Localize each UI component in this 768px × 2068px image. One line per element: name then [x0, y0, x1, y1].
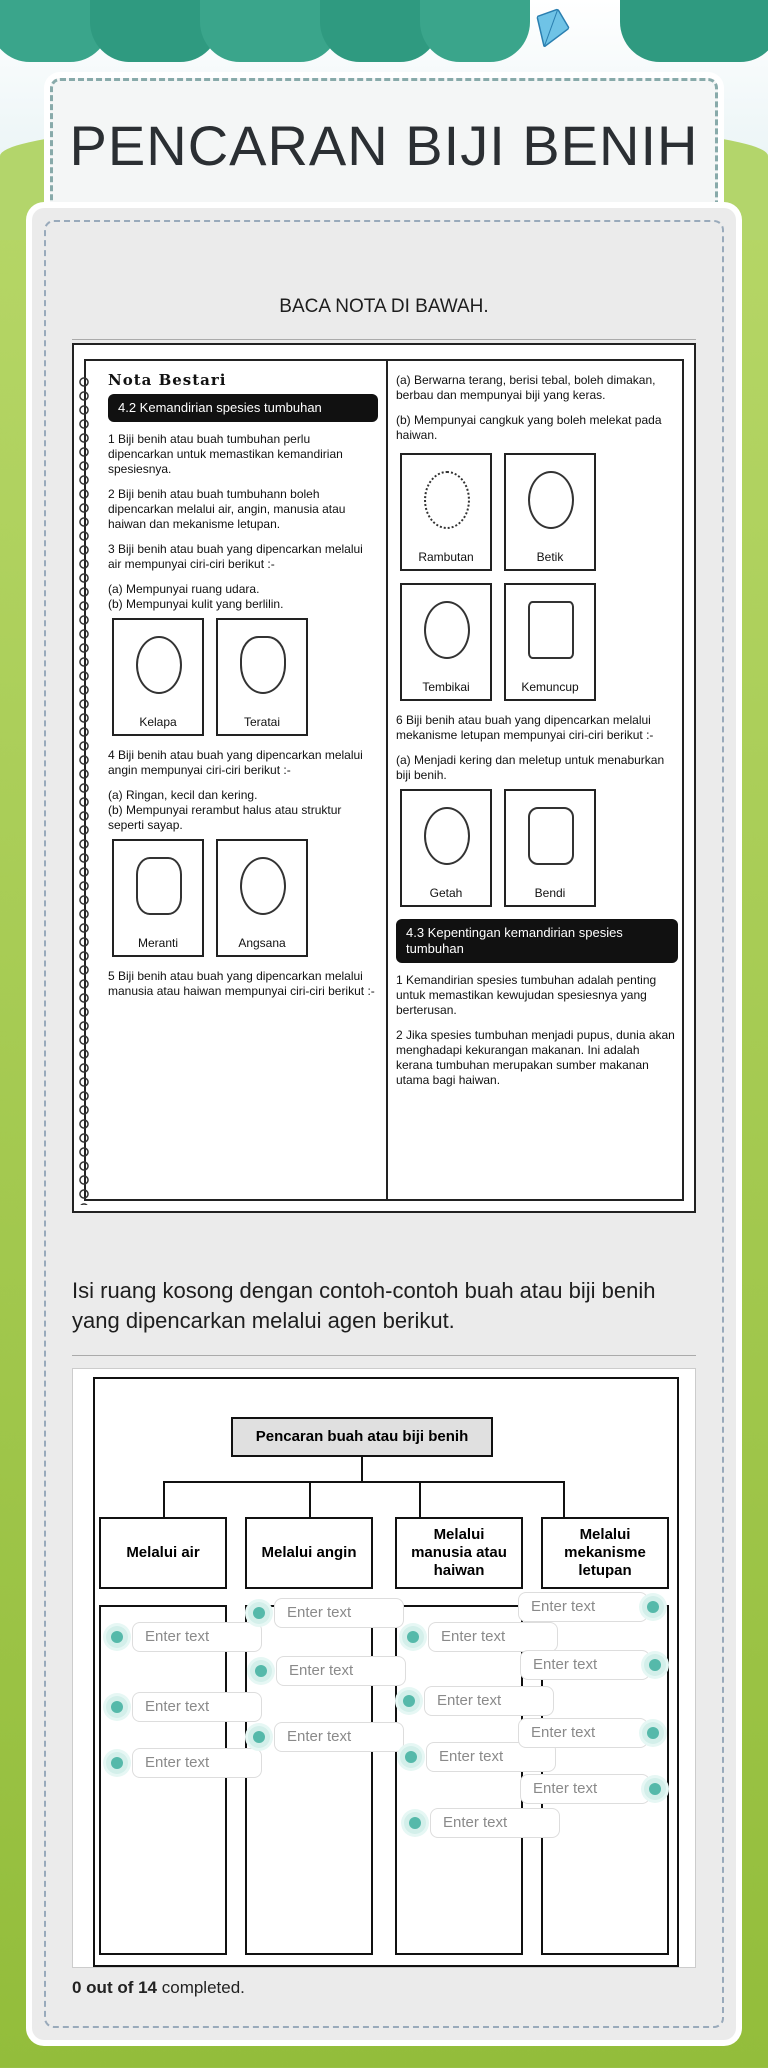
drag-handle-icon[interactable]: [400, 1746, 422, 1768]
category-air: Melalui air: [99, 1517, 227, 1589]
answer-input[interactable]: Enter text: [274, 1722, 404, 1752]
drag-handle-icon[interactable]: [106, 1626, 128, 1648]
drag-handle-icon[interactable]: [402, 1626, 424, 1648]
note-subpoint: (a) Menjadi kering dan meletup untuk menaburkan biji benih.: [396, 753, 665, 782]
drag-handle-icon[interactable]: [398, 1690, 420, 1712]
treeline-decoration: [0, 0, 768, 70]
drop-field[interactable]: [106, 1622, 262, 1652]
drop-field[interactable]: [106, 1692, 262, 1722]
answer-input[interactable]: Enter text: [518, 1718, 648, 1748]
drag-handle-icon[interactable]: [644, 1778, 666, 1800]
category-manusia-haiwan: Melalui manusia atau haiwan: [395, 1517, 523, 1589]
answer-input[interactable]: Enter text: [520, 1650, 650, 1680]
note-heading: Nota Bestari: [108, 371, 227, 389]
note-point: 1 Biji benih atau buah tumbuhan perlu dipencarkan untuk memastikan kemandirian spesiesnya.: [108, 432, 343, 476]
picture-kemuncup: Kemuncup: [504, 583, 596, 701]
answer-input[interactable]: Enter text: [424, 1686, 554, 1716]
instruction-fill-blanks: Isi ruang kosong dengan contoh-contoh buah atau biji benih yang dipencarkan melalui agen berikut.: [72, 1276, 696, 1356]
note-subpoint: (b) Mempunyai kulit yang berlilin.: [108, 597, 284, 611]
note-subpoint: (b) Mempunyai cangkuk yang boleh melekat pada haiwan.: [396, 413, 662, 442]
note-sheet: [72, 343, 696, 1213]
drop-field[interactable]: [520, 1650, 666, 1680]
picture-kelapa: Kelapa: [112, 618, 204, 736]
drag-handle-icon[interactable]: [642, 1722, 664, 1744]
picture-teratai: Teratai: [216, 618, 308, 736]
answer-input[interactable]: Enter text: [132, 1748, 262, 1778]
note-subpoint: (a) Mempunyai ruang udara.: [108, 582, 260, 596]
drag-handle-icon[interactable]: [642, 1596, 664, 1618]
note-point: 2 Jika spesies tumbuhan menjadi pupus, dunia akan menghadapi kekurangan makanan. Ini adalah kerana tumbuhan merupakan sumber makanan utama bagi haiwan.: [396, 1028, 675, 1087]
note-point: 6 Biji benih atau buah yang dipencarkan melalui mekanisme letupan mempunyai ciri-ciri berikut :-: [396, 713, 654, 742]
main-card: [32, 208, 736, 2040]
drop-field[interactable]: [518, 1592, 664, 1622]
drop-field[interactable]: [248, 1722, 404, 1752]
picture-angsana: Angsana: [216, 839, 308, 957]
answer-input[interactable]: Enter text: [520, 1774, 650, 1804]
drag-handle-icon[interactable]: [250, 1660, 272, 1682]
answer-input[interactable]: Enter text: [276, 1656, 406, 1686]
drag-handle-icon[interactable]: [644, 1654, 666, 1676]
drop-field[interactable]: [248, 1598, 404, 1628]
note-point: 3 Biji benih atau buah yang dipencarkan melalui air mempunyai ciri-ciri berikut :-: [108, 542, 363, 571]
note-subpoint: (b) Mempunyai rerambut halus atau struktur seperti sayap.: [108, 803, 342, 832]
drag-handle-icon[interactable]: [106, 1696, 128, 1718]
note-point: 4 Biji benih atau buah yang dipencarkan melalui angin mempunyai ciri-ciri berikut :-: [108, 748, 363, 777]
completion-count: 0 out of 14: [72, 1978, 158, 1997]
page-title: PENCARAN BIJI BENIH: [69, 114, 699, 177]
title-card: [50, 78, 718, 228]
picture-getah: Getah: [400, 789, 492, 907]
category-angin: Melalui angin: [245, 1517, 373, 1589]
diagram-root: Pencaran buah atau biji benih: [231, 1417, 493, 1457]
drop-field[interactable]: [106, 1748, 262, 1778]
spiral-binding: [78, 375, 90, 1205]
answer-input[interactable]: Enter text: [430, 1808, 560, 1838]
drag-handle-icon[interactable]: [248, 1602, 270, 1624]
completion-status: [72, 1978, 245, 1998]
note-subpoint: (a) Ringan, kecil dan kering.: [108, 788, 258, 802]
picture-betik: Betik: [504, 453, 596, 571]
note-point: 5 Biji benih atau buah yang dipencarkan melalui manusia atau haiwan mempunyai ciri-ciri berikut :-: [108, 969, 375, 998]
drag-handle-icon[interactable]: [106, 1752, 128, 1774]
answer-input[interactable]: Enter text: [428, 1622, 558, 1652]
answer-input[interactable]: Enter text: [518, 1592, 648, 1622]
note-point: 2 Biji benih atau buah tumbuhann boleh dipencarkan melalui air, angin, manusia atau haiwan dan mekanisme letupan.: [108, 487, 346, 531]
drag-handle-icon[interactable]: [404, 1812, 426, 1834]
instruction-read-note: BACA NOTA DI BAWAH.: [72, 296, 696, 340]
picture-bendi: Bendi: [504, 789, 596, 907]
drop-field[interactable]: [520, 1774, 666, 1804]
section-heading-4-3: 4.3 Kepentingan kemandirian spesies tumbuhan: [396, 919, 678, 963]
note-subpoint: (a) Berwarna terang, berisi tebal, boleh dimakan, berbau dan mempunyai biji yang keras.: [396, 373, 656, 402]
drag-handle-icon[interactable]: [248, 1726, 270, 1748]
drop-field[interactable]: [402, 1622, 558, 1652]
answer-input[interactable]: Enter text: [426, 1742, 556, 1772]
section-heading-4-2: 4.2 Kemandirian spesies tumbuhan: [108, 394, 378, 422]
drop-field[interactable]: [250, 1656, 406, 1686]
picture-meranti: Meranti: [112, 839, 204, 957]
answer-input[interactable]: Enter text: [274, 1598, 404, 1628]
drop-field[interactable]: [518, 1718, 664, 1748]
drop-field[interactable]: [398, 1686, 554, 1716]
drop-field[interactable]: [404, 1808, 560, 1838]
answer-input[interactable]: Enter text: [132, 1692, 262, 1722]
category-letupan: Melalui mekanisme letupan: [541, 1517, 669, 1589]
completion-suffix: completed.: [157, 1978, 245, 1997]
answer-input[interactable]: Enter text: [132, 1622, 262, 1652]
picture-tembikai: Tembikai: [400, 583, 492, 701]
note-point: 1 Kemandirian spesies tumbuhan adalah penting untuk memastikan kewujudan spesiesnya yang berterusan.: [396, 973, 657, 1017]
picture-rambutan: Rambutan: [400, 453, 492, 571]
